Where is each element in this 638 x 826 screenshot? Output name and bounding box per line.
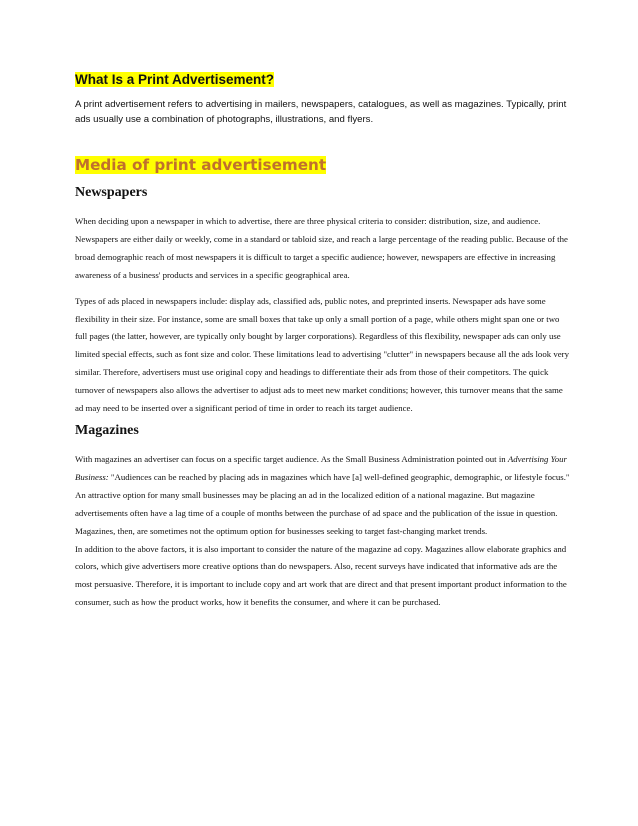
document-page xyxy=(75,70,570,612)
magazines-p1-text-b: "Audiences can be reached by placing ads in magazines which have [a] well-defined geographic, demographic, or lifestyle focus." An attractive option for many small businesses may be placing an ad in the localized edition of a national magazine. But magazine advertisements often have a lag time of a couple of months between the purchase of ad space and the publication of the issue in question. Magazines, then, are sometimes not the optimum option for businesses seeking to target fast-changing market trends. xyxy=(75,471,570,536)
magazines-p1-text-a: With magazines an advertiser can focus on a specific target audience. As the Small Business Administration pointed out in xyxy=(75,453,508,464)
magazines-p1-book-title: Advertising Your Business: xyxy=(75,453,567,482)
intro-paragraph: A print advertisement refers to advertising in mailers, newspapers, catalogues, as well as magazines. Typically, print ads usually use a combination of photographs, illustrations, and flyers. xyxy=(75,99,567,125)
heading-media-highlight: Media of print advertisement xyxy=(75,156,327,174)
heading-magazines: Magazines xyxy=(75,422,139,438)
newspapers-paragraph-1: When deciding upon a newspaper in which to advertise, there are three physical criteria to consider: distribution, size, and audience. Newspapers are either daily or weekly, come in a standard or tabloid size, and reach a large percentage of the reading public. Because of the broad demographic reach of most newspapers it is difficult to target a specific audience; however, newspapers are effective in increasing awareness of a business' products and services in a specific geographical area. xyxy=(75,216,568,280)
newspapers-paragraph-2: Types of ads placed in newspapers include: display ads, classified ads, public notes, and preprinted inserts. Newspaper ads have some flexibility in their size. For instance, some are small boxes that take up only a small portion of a page, while others might span one or two full pages (the latter, however, are typically only bought by larger corporations). Regardless of this flexibility, newspaper ads can only use limited special effects, such as font size and color. These limitations lead to advertising "clutter" in newspapers because all the ads look very similar. Therefore, advertisers must use original copy and headings to differentiate their ads from those of their competitors. The quick turnover of newspapers also allows the advertiser to adjust ads to meet new market conditions; however, this turnover means that the same ad may need to be inserted over a significant period of time in order to reach its target audience. xyxy=(75,295,569,414)
heading-highlight: What Is a Print Advertisement? xyxy=(75,72,275,87)
heading-newspapers: Newspapers xyxy=(75,185,148,200)
heading-media xyxy=(75,154,570,176)
magazines-paragraph-2: In addition to the above factors, it is also important to consider the nature of the magazine ad copy. Magazines allow elaborate graphics and colors, which give advertisers more creative options than do newspapers. Also, recent surveys have indicated that informative ads are the most persuasive. Therefore, it is important to include copy and art work that are direct and that present important product information to the consumer, such as how the product works, how it benefits the consumer, and where it can be purchased. xyxy=(75,543,567,608)
heading-what-is-print-ad xyxy=(75,70,570,90)
magazines-paragraph-1 xyxy=(75,451,570,541)
